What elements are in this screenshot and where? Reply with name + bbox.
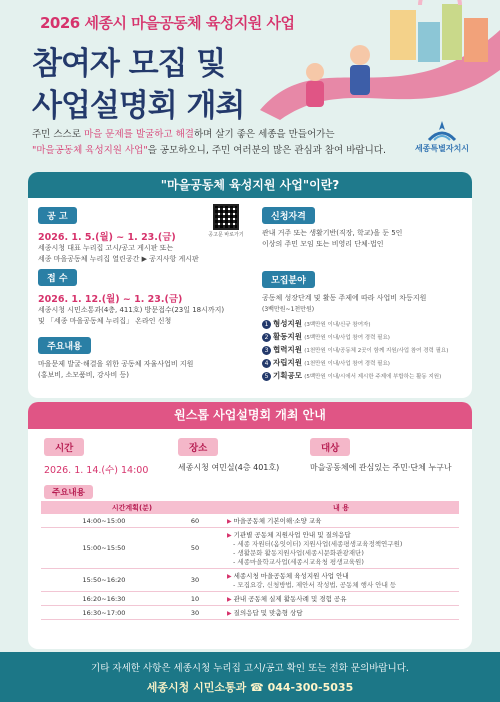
row-time: 15:50~16:20 — [41, 569, 167, 592]
field-item — [262, 318, 462, 331]
field-name: 기획공모 — [273, 371, 302, 380]
briefing-time — [44, 436, 148, 476]
target-tag: 대상 — [310, 438, 350, 456]
arrow-right-icon: ▶ — [227, 518, 232, 525]
eligibility-line2: 이상의 주민 모임 또는 비영리 단체·법인 — [262, 240, 384, 248]
row-content — [223, 528, 459, 569]
row-item: 세종시청 마을공동체 육성지원 사업 안내 — [233, 572, 349, 580]
schedule-tag: 주요내용 — [44, 485, 93, 499]
row-subitem: - 생활문화 활동지원사업(세종시문화관광재단) — [233, 549, 364, 557]
place-value: 세종시청 여민실(4층 401호) — [178, 463, 280, 472]
schedule-table — [41, 501, 459, 620]
notice-line2: 세종 마을공동체 누리집 열린공간 ▶ 공지사항 게시판 — [38, 255, 199, 263]
qr-caption: 공고문 바로가기 — [208, 232, 244, 238]
sejong-logo-icon — [425, 120, 459, 142]
town-illustration — [240, 0, 500, 120]
field-note: (5백만원 이내/사업 참여 경력 필요) — [304, 335, 390, 341]
intro-text-1a: 주민 스스로 — [32, 129, 84, 140]
receipt-line1: 세종시청 시민소통과(4층, 411호) 방문접수(23일 18시까지) — [38, 306, 225, 314]
notice-block — [38, 204, 248, 265]
field-item — [262, 344, 462, 357]
arrow-right-icon: ▶ — [227, 596, 232, 603]
qr-code-icon[interactable] — [213, 204, 239, 230]
target-value: 마을공동체에 관심있는 주민·단체 누구나 — [310, 463, 452, 472]
table-row — [41, 514, 459, 528]
row-content — [223, 592, 459, 606]
field-number: 5 — [262, 372, 271, 381]
receipt-tag: 접 수 — [38, 269, 77, 286]
arrow-right-icon: ▶ — [227, 532, 232, 539]
table-row — [41, 528, 459, 569]
eligibility-line1: 관내 거주 또는 생활기반(직장, 학교)을 둔 5인 — [262, 229, 403, 237]
fields-intro: 공동체 성장단계 및 활동 주제에 따라 사업비 차등지원 — [262, 294, 427, 302]
briefing-section — [28, 402, 472, 649]
row-minutes: 60 — [167, 514, 223, 528]
briefing-target — [310, 436, 452, 473]
row-content — [223, 606, 459, 620]
row-content — [223, 514, 459, 528]
field-number: 1 — [262, 320, 271, 329]
receipt-date: 2026. 1. 12.(월) ~ 1. 23.(금) — [38, 294, 183, 305]
row-time: 14:00~15:00 — [41, 514, 167, 528]
main-title-line2: 사업설명회 개최 — [32, 88, 245, 124]
field-item — [262, 370, 462, 383]
time-value: 2026. 1. 14.(수) 14:00 — [44, 465, 149, 476]
row-time: 16:20~16:30 — [41, 592, 167, 606]
time-tag: 시간 — [44, 438, 84, 456]
intro-highlight-2: "마을공동체 육성지원 사업" — [32, 145, 148, 156]
schedule-tag-wrap — [44, 480, 93, 499]
row-item: 관내 공동체 실제 활동사례 및 경험 공유 — [233, 595, 347, 603]
receipt-line2: 및 「세종 마을공동체 누리집」 온라인 신청 — [38, 317, 172, 325]
row-item: 질의응답 및 맞춤형 상담 — [233, 609, 303, 617]
poster-header — [0, 0, 500, 190]
field-item — [262, 331, 462, 344]
schedule-header-row — [41, 501, 459, 514]
field-note: (1천만원 이내/공동체 2곳이 함께 지원/사업 참여 경력 필요) — [304, 348, 449, 354]
field-name: 활동지원 — [273, 332, 302, 341]
row-subitem: - 세종 자원터(옴잇이터) 지원사업(세종평생교육정책연구원) — [233, 540, 403, 548]
notice-tag: 공 고 — [38, 207, 77, 224]
schedule-body — [41, 514, 459, 620]
table-row — [41, 592, 459, 606]
row-content — [223, 569, 459, 592]
briefing-heading: 원스톱 사업설명회 개최 안내 — [28, 402, 472, 429]
footer-contact: 세종시청 시민소통과 ☎ 044-300-5035 — [146, 681, 354, 694]
content-line2: (홍보비, 소모품비, 강사비 등) — [38, 371, 129, 379]
logo-text: 세종특별자치시 — [414, 144, 470, 153]
table-row — [41, 569, 459, 592]
program-info-section — [28, 172, 472, 398]
field-number: 2 — [262, 333, 271, 342]
notice-line1: 세종시청 대표 누리집 고시/공고 게시판 또는 — [38, 244, 174, 252]
fields-range: (3백만원~1천만원) — [262, 306, 315, 313]
receipt-block — [38, 266, 248, 327]
schedule-header-content: 내 용 — [223, 501, 459, 514]
row-item: 마을공동체 기본이해·소양 교육 — [233, 517, 322, 525]
row-time: 15:00~15:50 — [41, 528, 167, 569]
field-number: 3 — [262, 346, 271, 355]
sejong-logo — [414, 120, 470, 154]
arrow-right-icon: ▶ — [227, 573, 232, 580]
program-right-column — [262, 204, 462, 383]
content-tag: 주요내용 — [38, 337, 91, 354]
intro-text-2b: 을 공모하오니, 주민 여러분의 많은 관심과 참여 바랍니다. — [147, 145, 386, 156]
fields-block — [262, 268, 462, 383]
row-subitem: - 세종마을학교사업(세종시교육청 평생교육원) — [233, 558, 364, 566]
field-note: (1천만원 이내/사업 참여 경력 필요) — [304, 361, 390, 367]
table-row — [41, 606, 459, 620]
field-name: 형성지원 — [273, 319, 302, 328]
field-number: 4 — [262, 359, 271, 368]
intro-highlight-1: 마을 문제를 발굴하고 해결 — [83, 129, 194, 140]
notice-date: 2026. 1. 5.(월) ~ 1. 23.(금) — [38, 232, 176, 243]
program-info-heading: "마을공동체 육성지원 사업"이란? — [28, 172, 472, 198]
row-subitem: - 모집요강, 신청방법, 제안서 작성법, 공동체 행사 안내 등 — [233, 581, 397, 589]
schedule-header-time: 시간계획(분) — [41, 501, 223, 514]
row-minutes: 30 — [167, 606, 223, 620]
main-title-line1: 참여자 모집 및 — [32, 46, 226, 82]
footer-line1: 기타 자세한 사항은 세종시청 누리집 고시/공고 확인 또는 전화 문의바랍니다. — [91, 663, 409, 674]
row-item: 기관별 공동체 지원사업 안내 및 질의응답 — [233, 531, 351, 539]
field-note: (5백만원 이내/시에서 제시한 주제에 부합하는 활동 지원) — [304, 374, 442, 380]
footer — [0, 652, 500, 702]
fields-tag: 모집분야 — [262, 271, 315, 288]
notice-qr[interactable] — [206, 204, 246, 238]
intro-text-1c: 하며 살기 좋은 세종을 만들어가는 — [193, 129, 335, 140]
row-minutes: 10 — [167, 592, 223, 606]
place-tag: 장소 — [178, 438, 218, 456]
row-minutes: 50 — [167, 528, 223, 569]
field-name: 자립지원 — [273, 358, 302, 367]
content-block — [38, 334, 248, 381]
field-name: 협력지원 — [273, 345, 302, 354]
briefing-place — [178, 436, 279, 473]
eligibility-tag: 신청자격 — [262, 207, 315, 224]
fields-list — [262, 318, 462, 383]
top-title: 2026 세종시 마을공동체 육성지원 사업 — [40, 14, 295, 32]
field-item — [262, 357, 462, 370]
row-minutes: 30 — [167, 569, 223, 592]
arrow-right-icon: ▶ — [227, 610, 232, 617]
field-note: (3백만원 이내/신규 참여자) — [304, 322, 371, 328]
content-line1: 마을문제 발굴·해결을 위한 공동체 자율사업비 지원 — [38, 360, 194, 368]
row-time: 16:30~17:00 — [41, 606, 167, 620]
intro-text — [32, 127, 412, 159]
